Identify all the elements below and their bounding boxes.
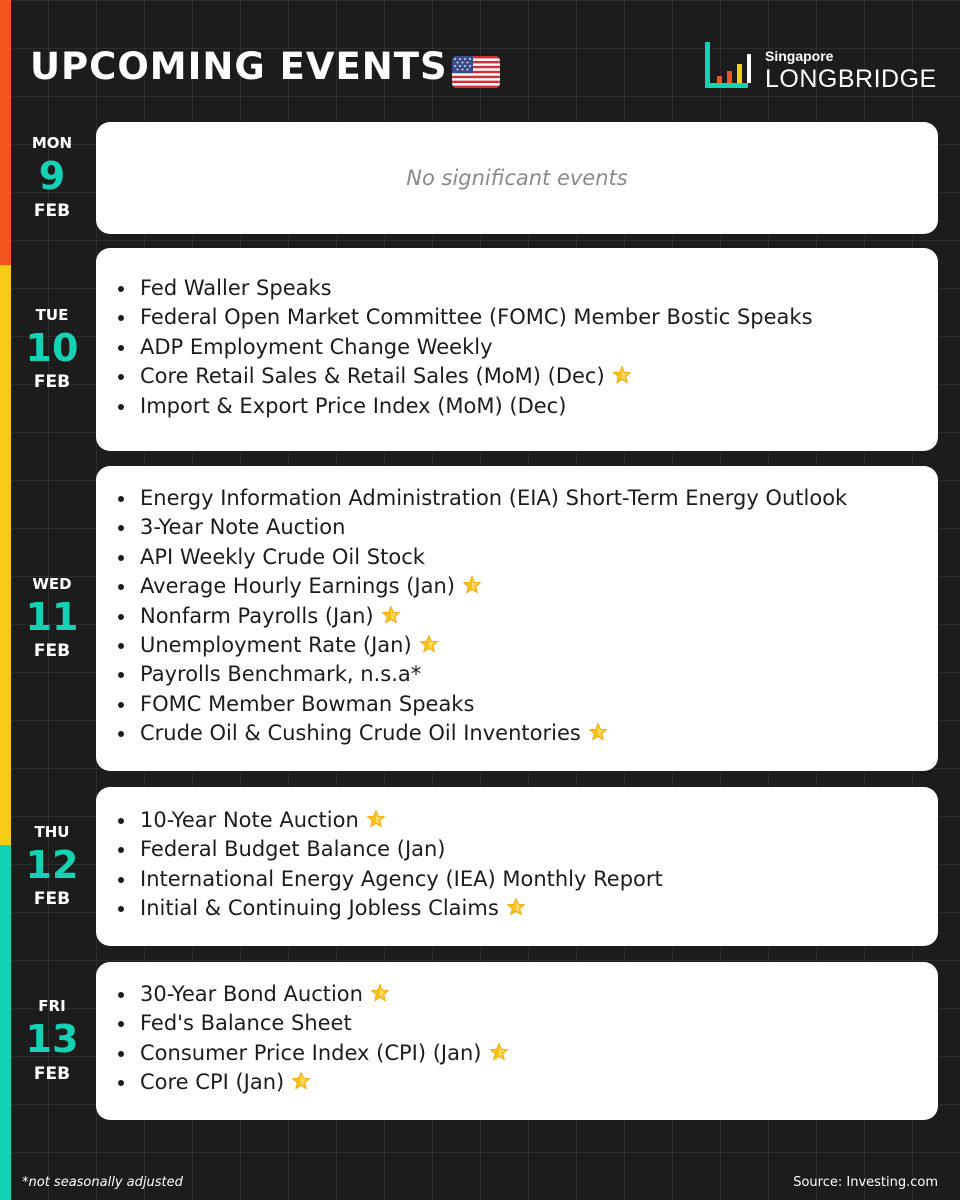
event-item — [140, 1039, 938, 1068]
star-icon — [461, 574, 483, 596]
event-text: Federal Open Market Committee (FOMC) Member Bostic Speaks — [140, 305, 813, 330]
event-item — [140, 894, 938, 923]
no-events-text: No significant events — [406, 166, 628, 190]
event-text: Unemployment Rate (Jan) — [140, 633, 412, 658]
day-of-week: MON — [31, 134, 73, 153]
day-of-week: FRI — [38, 997, 66, 1016]
day-row — [0, 962, 960, 1120]
event-item — [140, 719, 938, 748]
event-text: 10-Year Note Auction — [140, 808, 359, 832]
event-item — [140, 392, 938, 421]
events-card — [96, 962, 938, 1120]
event-text: Crude Oil & Cushing Crude Oil Inventories — [140, 721, 581, 746]
day-date — [11, 122, 93, 234]
event-text: ADP Employment Change Weekly — [140, 334, 493, 359]
event-text: Core Retail Sales & Retail Sales (MoM) (Dec) — [140, 364, 605, 389]
event-text: API Weekly Crude Oil Stock — [140, 544, 425, 569]
day-date — [11, 962, 93, 1120]
event-item — [140, 980, 938, 1009]
star-icon — [290, 1070, 312, 1092]
event-item — [140, 835, 938, 864]
event-text: Fed Waller Speaks — [140, 276, 332, 300]
day-row — [0, 466, 960, 771]
brand-region-label: Singapore — [765, 48, 834, 64]
event-text: Fed's Balance Sheet — [140, 1011, 352, 1036]
event-text: 3-Year Note Auction — [140, 515, 346, 540]
event-item — [140, 631, 938, 660]
events-card — [96, 466, 938, 771]
day-of-week: WED — [32, 574, 72, 593]
day-month: FEB — [33, 200, 71, 221]
events-list — [96, 466, 938, 749]
day-month: FEB — [33, 889, 71, 910]
event-text: Initial & Continuing Jobless Claims — [140, 896, 499, 921]
day-number: 9 — [38, 154, 66, 199]
star-icon — [365, 808, 387, 830]
brand-logo-block — [703, 40, 937, 93]
event-item — [140, 865, 938, 894]
star-icon — [418, 633, 440, 655]
day-row — [0, 122, 960, 234]
star-icon — [587, 721, 609, 743]
events-list — [96, 962, 938, 1098]
event-item — [140, 543, 938, 572]
event-item — [140, 690, 938, 719]
events-list — [96, 787, 938, 924]
star-icon — [488, 1041, 510, 1063]
day-date — [11, 466, 93, 771]
day-number: 10 — [25, 325, 79, 370]
day-month: FEB — [33, 1063, 71, 1084]
day-number: 11 — [25, 594, 79, 639]
events-card — [96, 248, 938, 451]
us-flag-icon — [452, 56, 500, 88]
day-month: FEB — [33, 372, 71, 393]
star-icon — [380, 604, 402, 626]
page-title: UPCOMING EVENTS — [30, 45, 448, 88]
day-number: 12 — [25, 842, 79, 887]
event-text: Federal Budget Balance (Jan) — [140, 837, 446, 862]
star-icon — [505, 896, 527, 918]
event-item — [140, 1068, 938, 1097]
event-item — [140, 806, 938, 835]
event-text: Core CPI (Jan) — [140, 1070, 285, 1095]
event-text: International Energy Agency (IEA) Monthly Report — [140, 866, 663, 891]
event-item — [140, 274, 938, 303]
day-month: FEB — [33, 641, 71, 662]
event-text: Nonfarm Payrolls (Jan) — [140, 603, 374, 628]
event-text: Average Hourly Earnings (Jan) — [140, 574, 455, 599]
day-row — [0, 787, 960, 946]
star-icon — [611, 364, 633, 386]
event-item — [140, 362, 938, 391]
event-text: Payrolls Benchmark, n.s.a* — [140, 662, 422, 687]
event-item — [140, 513, 938, 542]
event-text: FOMC Member Bowman Speaks — [140, 691, 475, 716]
day-date — [11, 248, 93, 451]
event-item — [140, 1009, 938, 1038]
day-date — [11, 787, 93, 946]
event-item — [140, 572, 938, 601]
day-of-week: TUE — [35, 305, 69, 324]
longbridge-logo-icon — [703, 40, 753, 90]
event-text: Import & Export Price Index (MoM) (Dec) — [140, 393, 567, 418]
day-row — [0, 248, 960, 451]
event-item — [140, 303, 938, 332]
day-of-week: THU — [34, 822, 70, 841]
events-card — [96, 122, 938, 234]
day-number: 13 — [25, 1017, 79, 1062]
event-item — [140, 602, 938, 631]
event-text: Consumer Price Index (CPI) (Jan) — [140, 1040, 482, 1065]
star-icon — [369, 982, 391, 1004]
events-list — [96, 248, 938, 421]
event-item — [140, 333, 938, 362]
source-credit: Source: Investing.com — [793, 1175, 938, 1190]
brand-name: LONGBRIDGE — [765, 65, 937, 93]
footnote: *not seasonally adjusted — [22, 1175, 183, 1190]
event-text: Energy Information Administration (EIA) Short-Term Energy Outlook — [140, 486, 848, 510]
event-item — [140, 660, 938, 689]
event-text: 30-Year Bond Auction — [140, 982, 363, 1006]
events-card — [96, 787, 938, 946]
event-item — [140, 484, 938, 513]
